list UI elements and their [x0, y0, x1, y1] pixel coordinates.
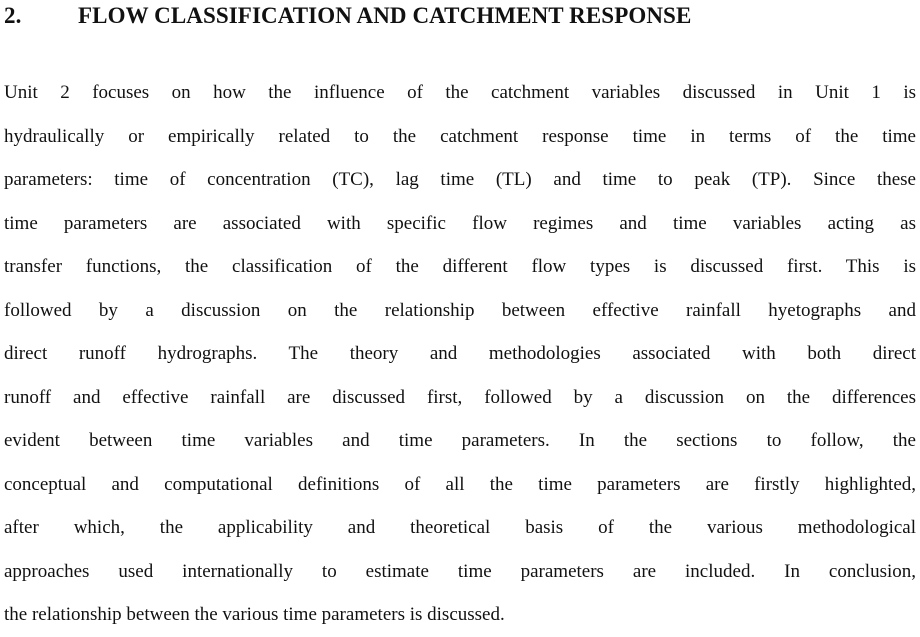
- paragraph-line: direct runoff hydrographs. The theory and methodologies associated with both direct: [4, 343, 916, 364]
- paragraph-line: approaches used internationally to estimate time parameters are included. In conclusion,: [4, 560, 916, 582]
- paragraph-line: evident between time variables and time parameters. In the sections to follow, the: [4, 430, 916, 451]
- paragraph-line: after which, the applicability and theoretical basis of the various methodological: [4, 517, 916, 538]
- paragraph-line: the relationship between the various time parameters is discussed.: [4, 604, 505, 625]
- section-number: 2.: [4, 3, 22, 28]
- body-paragraph: [4, 71, 916, 637]
- section-heading: [4, 2, 691, 30]
- paragraph-line: conceptual and computational definitions of all the time parameters are firstly highlighted,: [4, 473, 916, 495]
- paragraph-line: runoff and effective rainfall are discussed first, followed by a discussion on the differences: [4, 386, 916, 408]
- section-title: FLOW CLASSIFICATION AND CATCHMENT RESPONSE: [78, 3, 692, 28]
- paragraph-line: Unit 2 focuses on how the influence of the catchment variables discussed in Unit 1 is: [4, 82, 916, 103]
- paragraph-line: followed by a discussion on the relationship between effective rainfall hyetographs and: [4, 299, 916, 321]
- paragraph-line: time parameters are associated with specific flow regimes and time variables acting as: [4, 212, 916, 234]
- paragraph-line: parameters: time of concentration (TC), lag time (TL) and time to peak (TP). Since these: [4, 169, 916, 190]
- paragraph-line: transfer functions, the classification of the different flow types is discussed first. This is: [4, 256, 916, 277]
- paragraph-line: hydraulically or empirically related to the catchment response time in terms of the time: [4, 125, 916, 147]
